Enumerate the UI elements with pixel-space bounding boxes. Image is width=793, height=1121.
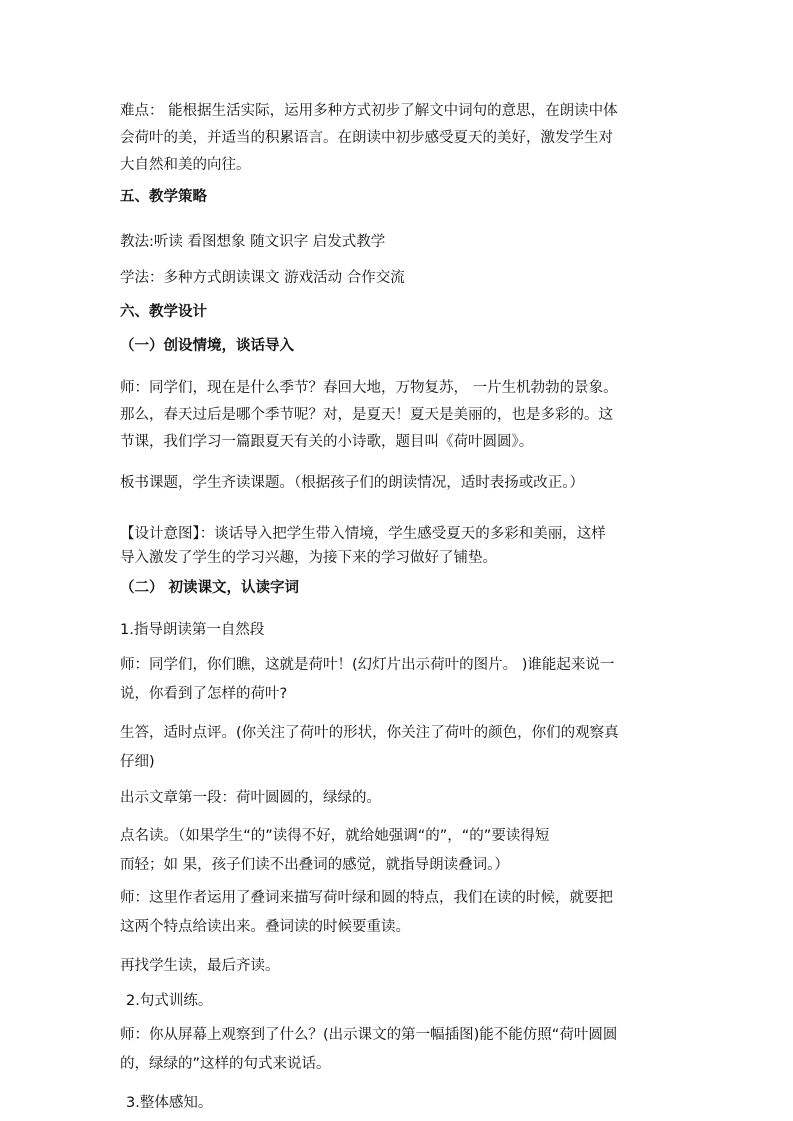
teacher-intro-paragraph [120, 375, 680, 456]
text-line: 师：同学们，你们瞧，这就是荷叶！(幻灯片出示荷叶的图片。 )谁能起来说一 [120, 657, 615, 673]
text-line: 那么，春天过后是哪个季节呢？对，是夏天！夏天是美丽的，也是多彩的。这 [120, 407, 613, 423]
student-answer-paragraph [120, 719, 680, 777]
show-text-line: 出示文章第一段：荷叶圆圆的，绿绿的。 [120, 790, 381, 806]
step1-heading: 1.指导朗读第一自然段 [120, 622, 265, 638]
teacher-paragraph-3 [120, 1021, 680, 1079]
text-line: 师：这里作者运用了叠词来描写荷叶绿和圆的特点，我们在读的时候，就要把 [120, 890, 613, 906]
text-line: 师：同学们，现在是什么季节？春回大地，万物复苏， 一片生机勃勃的景象。 [120, 380, 618, 396]
roll-call-paragraph [120, 822, 680, 880]
text-line: 而轻；如 果，孩子们读不出叠词的感觉，就指导朗读叠词。） [120, 857, 509, 873]
text-line: 师：你从屏幕上观察到了什么？(出示课文的第一幅插图)能不能仿照“荷叶圆圆 [120, 1027, 618, 1043]
step3-heading: 3.整体感知。 [126, 1095, 213, 1111]
text-line: 【设计意图】：谈话导入把学生带入情境，学生感受夏天的多彩和美丽，这样 [120, 526, 606, 542]
board-note: 板书课题，学生齐读课题。（根据孩子们的朗读情况，适时表扬或改正。） [120, 475, 584, 491]
part2-heading: （二） 初读课文，认读字词 [120, 580, 300, 596]
teaching-method: 教法:听读 看图想象 随文识字 启发式教学 [120, 234, 386, 250]
text-line: 点名读。（如果学生“的”读得不好，就给她强调“的”，“的”要读得短 [120, 828, 550, 844]
section5-heading: 五、教学策略 [120, 189, 207, 205]
text-line: 难点： 能根据生活实际，运用多种方式初步了解文中词句的意思，在朗读中体 [120, 103, 618, 119]
text-line: 大自然和美的向往。 [120, 157, 251, 173]
teacher-paragraph-1 [120, 651, 680, 709]
step2-heading: 2.句式训练。 [126, 993, 213, 1009]
text-line: 仔细) [120, 754, 155, 770]
design-intent-paragraph [120, 522, 680, 570]
learning-method: 学法：多种方式朗读课文 游戏活动 合作交流 [120, 270, 405, 286]
text-line: 生答，适时点评。(你关注了荷叶的形状，你关注了荷叶的颜色，你们的观察真 [120, 725, 619, 741]
read-again-line: 再找学生读，最后齐读。 [120, 958, 280, 974]
text-line: 导入激发了学生的学习兴趣，为接下来的学习做好了铺垫。 [120, 550, 497, 566]
section6-heading: 六、教学设计 [120, 304, 207, 320]
difficulty-paragraph [120, 98, 680, 179]
text-line: 这两个特点给读出来。叠词读的时候要重读。 [120, 919, 410, 935]
text-line: 说，你看到了怎样的荷叶? [120, 686, 288, 702]
teacher-paragraph-2 [120, 884, 680, 942]
part1-heading: （一）创设情境，谈话导入 [120, 338, 294, 354]
text-line: 会荷叶的美，并适当的积累语言。在朗读中初步感受夏天的美好，激发学生对 [120, 130, 613, 146]
text-line: 节课，我们学习一篇跟夏天有关的小诗歌，题目叫《荷叶圆圆》。 [120, 434, 534, 450]
text-line: 的，绿绿的”这样的句式来说话。 [120, 1056, 331, 1072]
